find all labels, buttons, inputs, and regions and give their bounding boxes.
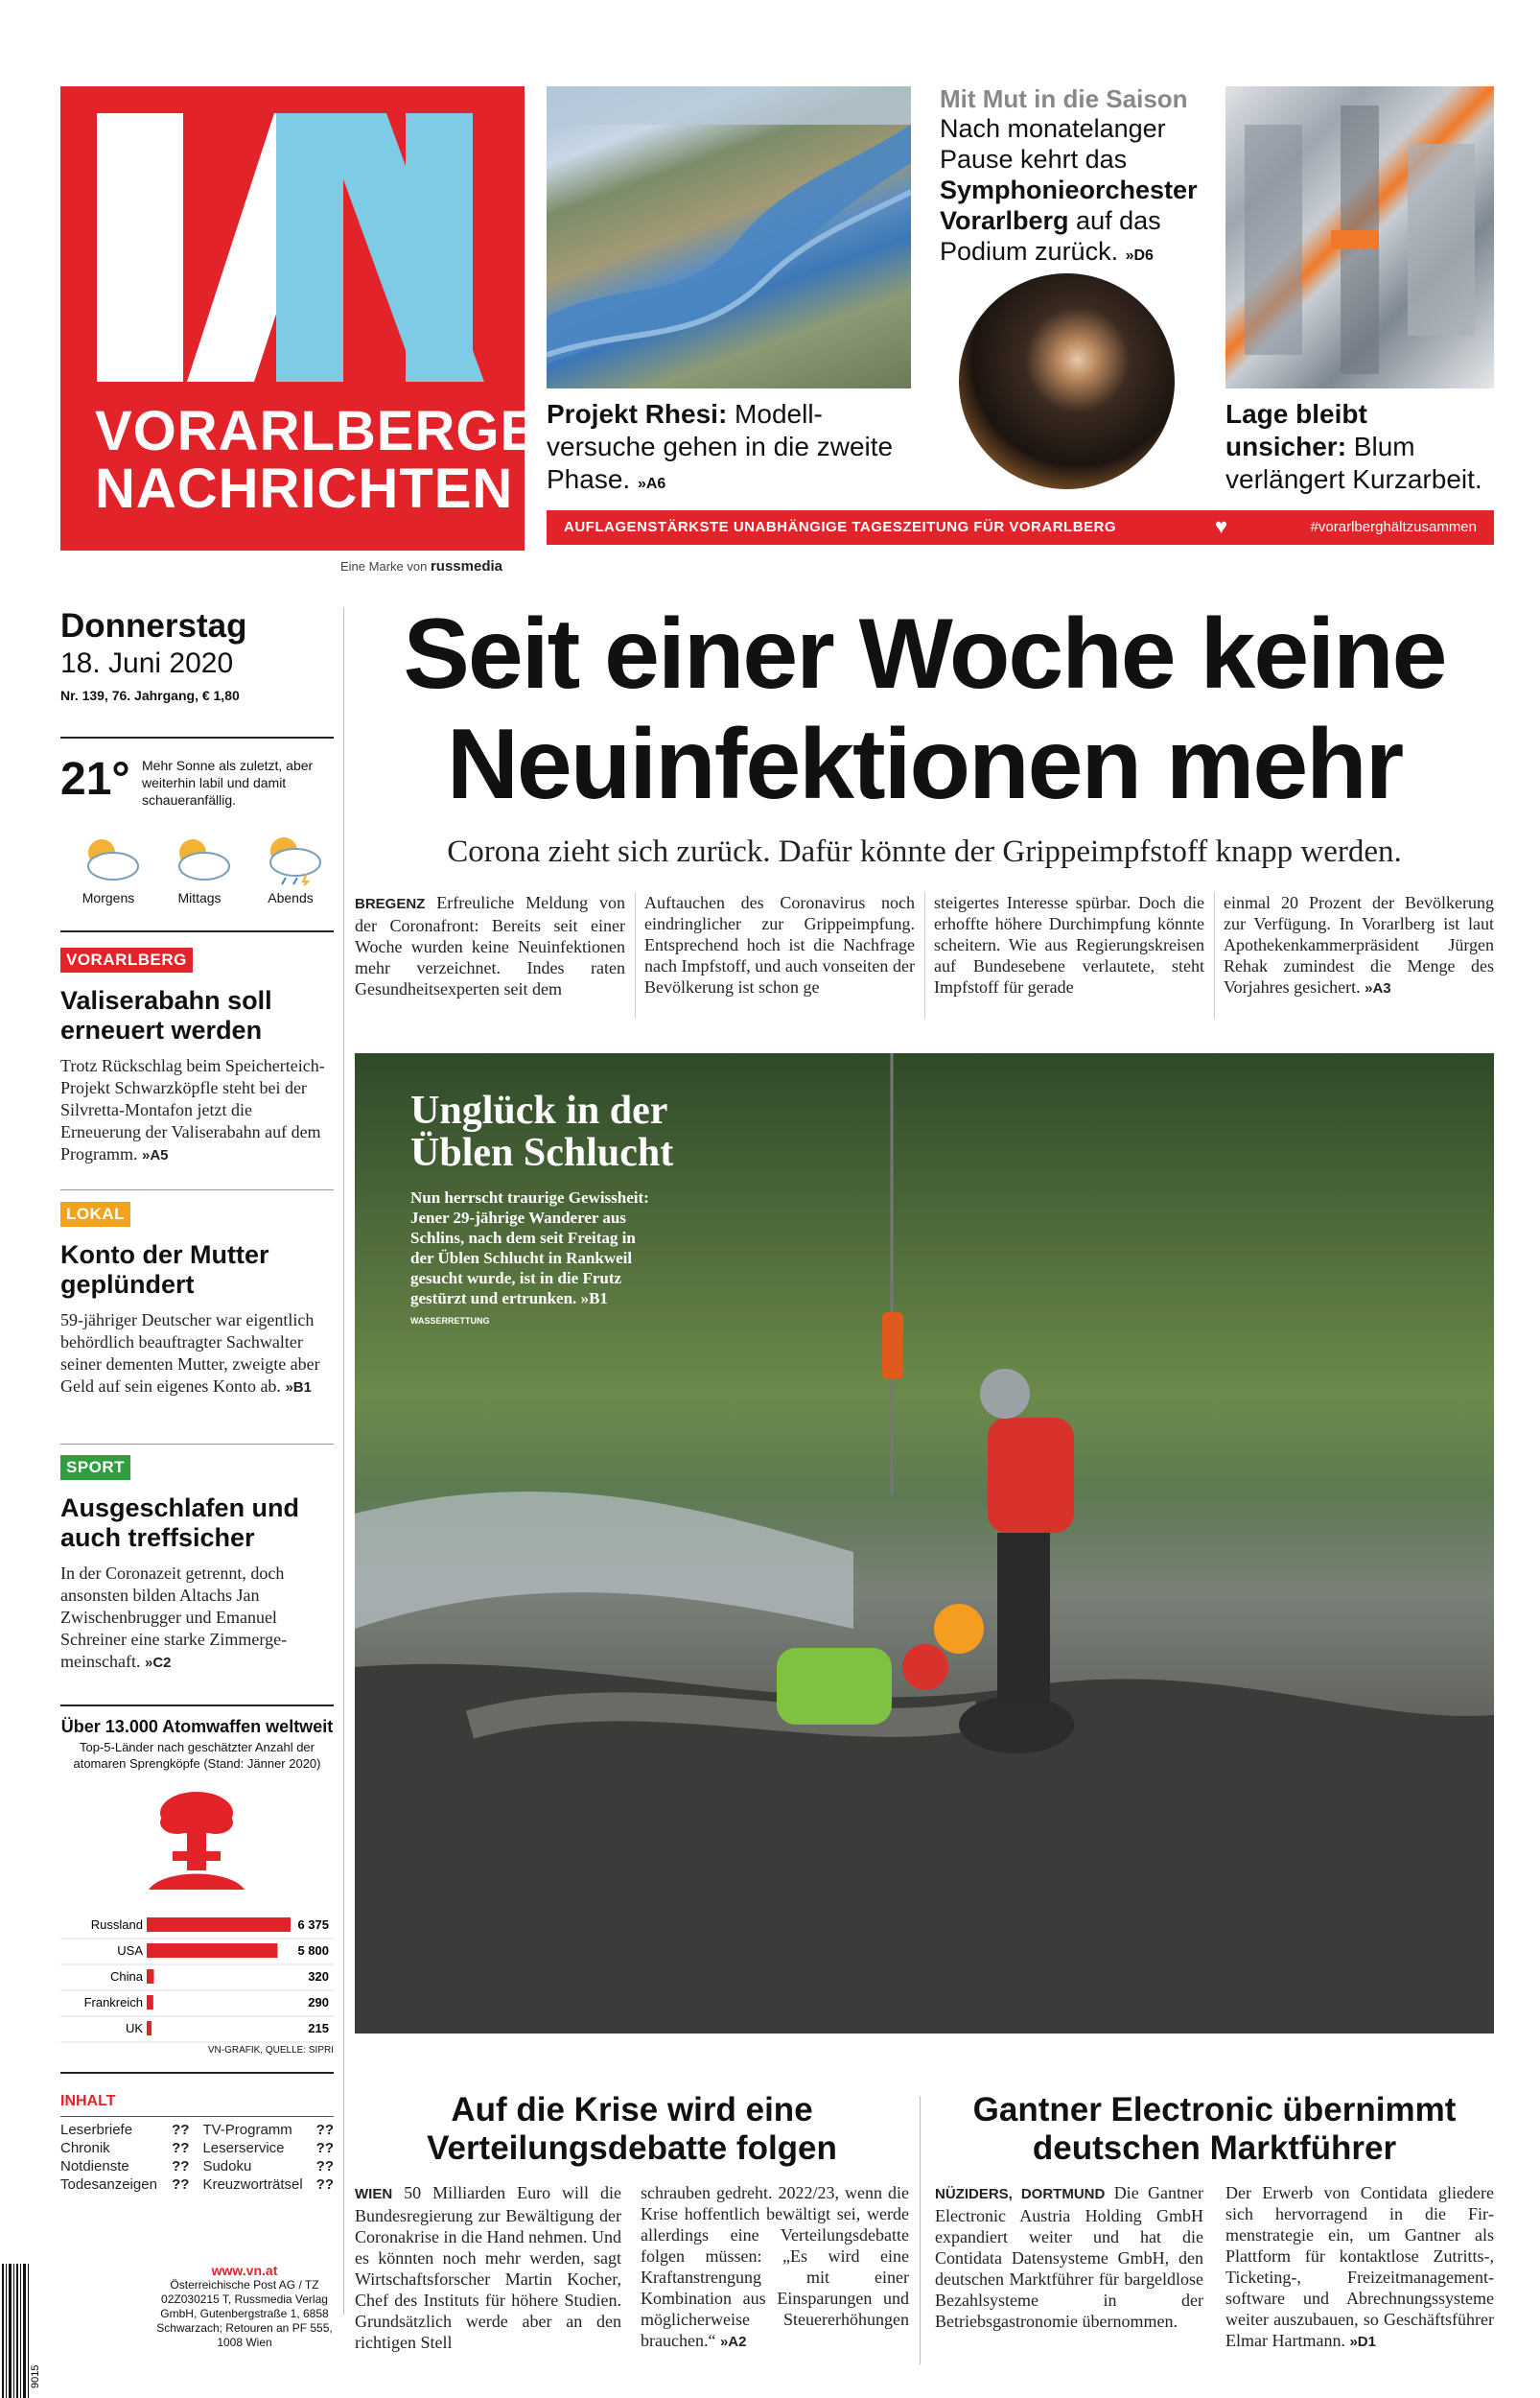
section-body: Trotz Rückschlag beim Speicherteich-Projekt Schwarzköpfle steht bei der Silvretta-Montafon jetzt die Erneuerung der Valiserabahn auf dem Programm. <box>60 1056 325 1164</box>
inhalt-page: ?? <box>172 2140 190 2156</box>
section-headline: Ausgeschlafen und auch treffsicher <box>60 1493 300 1552</box>
newspaper-name-line1: VORARLBERGER <box>95 400 580 462</box>
weather-slot-noon <box>152 832 247 905</box>
issue-number: Nr. 139, 76. Jahrgang, € 1,80 <box>60 688 240 703</box>
teaser-symphonie-image[interactable] <box>959 273 1175 489</box>
teaser-blum-image[interactable] <box>1225 86 1494 388</box>
teaser-rhesi[interactable] <box>547 398 911 501</box>
atomwaffen-chart <box>60 1909 334 2043</box>
photo-headline-line1: Unglück in der <box>410 1089 668 1133</box>
chart-value-label: 6 375 <box>297 1917 329 1932</box>
section-lokal[interactable] <box>60 1202 334 1399</box>
inhalt-item[interactable]: Leserbriefe <box>60 2122 133 2138</box>
bottom-right-col1-text: Die Gantner Electronic Austria Holding GmbH expandiert weiter und hat die Contidata Datensysteme GmbH, den deutschen Marktführer für bargeldlose Bezahlsysteme in der Betriebsgastronomie übernommen. <box>935 2183 1203 2331</box>
inhalt-box <box>60 2093 334 2194</box>
bottom-right-col-2 <box>1225 2182 1494 2353</box>
brand-name: russmedia <box>430 558 502 575</box>
bottom-right-ref[interactable]: »D1 <box>1349 2334 1376 2350</box>
chart-category-label: USA <box>117 1943 143 1958</box>
chart-source: VN-GRAFIK, QUELLE: SIPRI <box>207 2045 334 2056</box>
lead-headline-line1: Seit einer Woche keine <box>403 599 1446 710</box>
teaser-rhesi-image[interactable] <box>547 86 911 388</box>
chart-category-label: Russland <box>90 1917 143 1932</box>
section-label: VORARLBERG <box>60 948 193 973</box>
hashtag[interactable]: #vorarlberghältzusammen <box>1310 519 1477 535</box>
section-vorarlberg[interactable] <box>60 948 334 1166</box>
bottom-right-headline[interactable]: Gantner Electronic übernimmt deutschen Marktführer <box>972 2091 1457 2167</box>
barcode <box>0 2264 42 2398</box>
heart-icon: ♥ <box>1214 514 1227 538</box>
weather-slot-evening <box>243 832 338 905</box>
inhalt-item[interactable]: TV-Programm <box>202 2122 292 2138</box>
weather-temp: 21° <box>60 754 130 805</box>
photo-caption-text: Nun herrscht traurige Gewissheit: Jener 29-jährige Wanderer aus Schlins, nach dem seit Freitag in der Üblen Schlucht in Rankweil gesucht wurde, ist in die Frutz gestürzt und ertrunken. <box>410 1188 649 1307</box>
teaser-symphonie-bold: Symphonieorchester Vorarlberg <box>940 176 1198 235</box>
divider <box>60 2072 334 2074</box>
divider <box>60 737 334 739</box>
bottom-right-col2-text: Der Erwerb von Contidata gliedere sich hervorragend in die Firmenstrategie ein, um Gantner als Plattform für kontaktlose Zutritts-, Ticketing-, Freizeitmanagementsoftware und Abrechnungssysteme weiter auszubauen, so Geschäftsführer Elmar Hartmann. <box>1225 2183 1494 2350</box>
rescue-photo[interactable] <box>355 1053 1494 2034</box>
chart-category-label: China <box>110 1969 143 1984</box>
column-rule <box>635 892 636 1019</box>
inhalt-item[interactable]: Kreuzworträtsel <box>202 2176 303 2193</box>
lead-col-1 <box>355 892 625 999</box>
imprint-url[interactable]: www.vn.at <box>211 2263 278 2278</box>
bottom-left-ref[interactable]: »A2 <box>719 2334 747 2350</box>
weather-text: Mehr Sonne als zuletzt, aber weiterhin labil und damit schaueranfällig. <box>142 758 314 808</box>
chart-bar <box>147 1995 153 2010</box>
newspaper-name-line2: NACHRICHTEN <box>95 458 514 520</box>
bottom-left-headline[interactable]: Auf die Krise wird eine Verteilungsdebatte folgen <box>427 2091 837 2167</box>
column-rule <box>920 2096 921 2364</box>
brand-prefix: Eine Marke von <box>340 559 428 574</box>
photo-credit: WASSERRETTUNG <box>410 1316 490 1326</box>
barcode-number: 9015 <box>30 2364 41 2388</box>
bottom-left-col1-text: 50 Milliarden Euro will die Bundesregierung zur Bewältigung der Coronakrise in die Hand nehmen. Und es könnten noch mehr werden, sagt Wirtschaftsforscher Martin Kocher, Chef des Instituts für höhere Studien. Grundsätzlich werde aber an den richtigen Stell <box>355 2183 622 2352</box>
lead-col-2: Auftauchen des Coronavirus noch eindringlicher zur Grippeimpfung. Entsprechend hoch ist die Nachfrage nach Impfstoff, und auch vonseiten der Bevölkerung ist schon ge <box>644 893 915 997</box>
inhalt-page: ?? <box>315 2122 334 2138</box>
chart-category-label: UK <box>125 2021 143 2035</box>
lead-col-3: steigertes Interesse spürbar. Doch die erhoffte höhere Durchimpfung könnte scheitern. Wie aus Regierungskreisen auf Bundesebene verlautete, steht Impfstoff für gerade <box>934 893 1204 997</box>
teaser-blum-bold: Lage bleibt unsicher: <box>1225 399 1367 461</box>
vn-logo[interactable] <box>60 86 580 551</box>
divider <box>60 1704 334 1706</box>
bottom-right-col-1 <box>935 2182 1203 2332</box>
column-rule <box>1214 892 1215 1019</box>
chart-header <box>60 1717 334 1772</box>
chart-bar <box>147 2021 152 2035</box>
issue-info <box>60 607 334 703</box>
bottom-left-col-1 <box>355 2182 621 2353</box>
imprint <box>153 2264 336 2350</box>
weather-box <box>60 753 334 916</box>
lead-col1-text: Erfreuliche Meldung von der Coronafront: Bereits seit einer Woche wurden keine Neuinfektionen mehr verzeichnet. Indes raten Gesundheitsexperten seit dem <box>355 893 625 999</box>
mushroom-cloud-icon <box>134 1784 259 1899</box>
weather-slot-label: Mittags <box>177 890 222 905</box>
chart-title: Über 13.000 Atomwaffen weltweit <box>60 1717 334 1736</box>
teaser-blum-text: Blum verlängert Kurzarbeit. <box>1225 432 1482 494</box>
inhalt-item[interactable]: Chronik <box>60 2140 110 2156</box>
inhalt-page: ?? <box>172 2176 190 2193</box>
chart-value-label: 5 800 <box>297 1943 329 1958</box>
teaser-rhesi-text: Modellversuche gehen in die zweite Phase. <box>547 399 894 494</box>
chart-category-label: Frankreich <box>83 1995 143 2010</box>
section-body: In der Coronazeit getrennt, doch ansonsten bilden Altachs Jan Zwischenbrugger und Emanuel Schreiner eine starke Zimmergemeinschaft. <box>60 1563 288 1671</box>
teaser-symphonie-text-post: auf das Podium zurück. <box>940 206 1161 266</box>
photo-caption <box>410 1187 660 1331</box>
photo-headline <box>410 1090 673 1174</box>
column-rule <box>924 892 925 1019</box>
inhalt-table <box>60 2121 334 2194</box>
logo-letter-v-left <box>97 113 183 382</box>
section-body: 59-jähriger Deutscher war eigentlich behördlich beauftragter Sachwalter seiner dementen Mutter, zweigte aber Geld auf sein eigenes Konto ab. <box>60 1310 320 1396</box>
chart-subtitle: Top-5-Länder nach geschätzter Anzahl der atomaren Sprengköpfe (Stand: Jänner 2020) <box>73 1740 321 1771</box>
logo-letter-n-right <box>406 113 473 382</box>
inhalt-title: INHALT <box>60 2093 116 2109</box>
bottom-right-dateline: NÜZIDERS, DORTMUND <box>935 2186 1106 2202</box>
chart-bar <box>147 1943 277 1958</box>
factory-robot-illustration <box>1225 86 1494 388</box>
lead-ref[interactable]: »A3 <box>1365 980 1391 997</box>
chart-bar <box>147 1969 154 1984</box>
section-label: LOKAL <box>60 1202 130 1227</box>
weather-slot-morning <box>60 832 156 905</box>
teaser-symphonie-kicker: Mit Mut in die Saison <box>940 84 1188 113</box>
chart-value-label: 290 <box>308 1995 329 2010</box>
divider <box>60 1189 334 1190</box>
lead-dateline: BREGENZ <box>355 896 426 912</box>
issue-weekday: Donnerstag <box>60 607 247 645</box>
lead-headline-line2: Neuinfektionen mehr <box>446 709 1403 820</box>
newspaper-name <box>95 400 580 520</box>
imprint-text: Österreichische Post AG / TZ 02Z030215 T, Russmedia Verlag GmbH, Gutenbergstraße 1, 6858 Schwarzach; Retouren an PF 555, 1008 Wien <box>156 2278 333 2349</box>
issue-date: 18. Juni 2020 <box>60 647 234 679</box>
chart-value-label: 215 <box>308 2021 329 2035</box>
weather-slot-label: Morgens <box>82 890 135 905</box>
thunder-shower-icon <box>257 832 324 885</box>
teaser-rhesi-bold: Projekt Rhesi: <box>547 399 728 429</box>
chart-bar <box>147 1917 291 1932</box>
inhalt-page: ?? <box>172 2158 190 2175</box>
inhalt-page: ?? <box>172 2122 190 2138</box>
lead-col-4 <box>1224 892 1494 999</box>
inhalt-page: ?? <box>315 2158 334 2175</box>
sun-cloud-icon <box>166 832 233 885</box>
weather-slot-label: Abends <box>268 890 314 905</box>
claim-text: AUFLAGENSTÄRKSTE UNABHÄNGIGE TAGESZEITUNG FÜR VORARLBERG <box>564 519 1117 535</box>
section-ref[interactable]: »C2 <box>144 1655 172 1671</box>
divider <box>60 930 334 932</box>
river-aerial-illustration <box>547 86 911 388</box>
section-sport[interactable] <box>60 1455 334 1674</box>
inhalt-item[interactable]: Notdienste <box>60 2158 129 2175</box>
teaser-rhesi-ref[interactable]: »A6 <box>637 476 666 492</box>
section-headline: Valiserabahn soll erneuert werden <box>60 986 272 1045</box>
inhalt-item[interactable]: Leserservice <box>202 2140 285 2156</box>
inhalt-page: ?? <box>315 2140 334 2156</box>
photo-ref[interactable]: »B1 <box>580 1289 608 1307</box>
chart-value-label: 320 <box>308 1969 329 1984</box>
teaser-symphonie-ref[interactable]: »D6 <box>1125 247 1154 264</box>
claim-bar <box>547 510 1494 545</box>
bottom-left-col2-text: schrauben gedreht. 2022/23, wenn die Krise hoffentlich bewältigt sei, werde allerdings eine Verteilungsdebatte folgen müssen: „Es wird eine Kraftanstrengung mit einer Kombination aus Einsparungen und möglicherweise Steuererhöhungen brauchen.“ <box>641 2183 909 2350</box>
section-ref[interactable]: »A5 <box>142 1147 169 1164</box>
lead-subline: Corona zieht sich zurück. Dafür könnte der Grippeimpfstoff knapp werden. <box>447 835 1402 869</box>
inhalt-item[interactable]: Todesanzeigen <box>60 2176 157 2193</box>
teaser-symphonie-text-pre: Nach monatelanger Pause kehrt das <box>940 114 1166 174</box>
lead-headline[interactable] <box>355 600 1494 820</box>
divider <box>60 1444 334 1445</box>
bottom-left-col-2 <box>641 2182 909 2353</box>
brand-line <box>340 558 502 575</box>
section-label: SPORT <box>60 1455 130 1480</box>
photo-headline-line2: Üblen Schlucht <box>410 1131 674 1175</box>
inhalt-page: ?? <box>315 2176 334 2193</box>
column-rule <box>343 607 344 2315</box>
teaser-symphonie[interactable] <box>940 84 1208 271</box>
section-ref[interactable]: »B1 <box>285 1379 312 1396</box>
inhalt-item[interactable]: Sudoku <box>202 2158 252 2175</box>
section-headline: Konto der Mutter geplündert <box>60 1240 269 1299</box>
lead-col4-text: einmal 20 Prozent der Bevölkerung zur Verfügung. In Vorarlberg ist laut Apothekenkammerpräsident Jürgen Rehak zumindest die Menge des Vorjahres gesichert. <box>1224 893 1494 997</box>
sun-cloud-icon <box>75 832 142 885</box>
bottom-left-dateline: WIEN <box>355 2186 393 2202</box>
